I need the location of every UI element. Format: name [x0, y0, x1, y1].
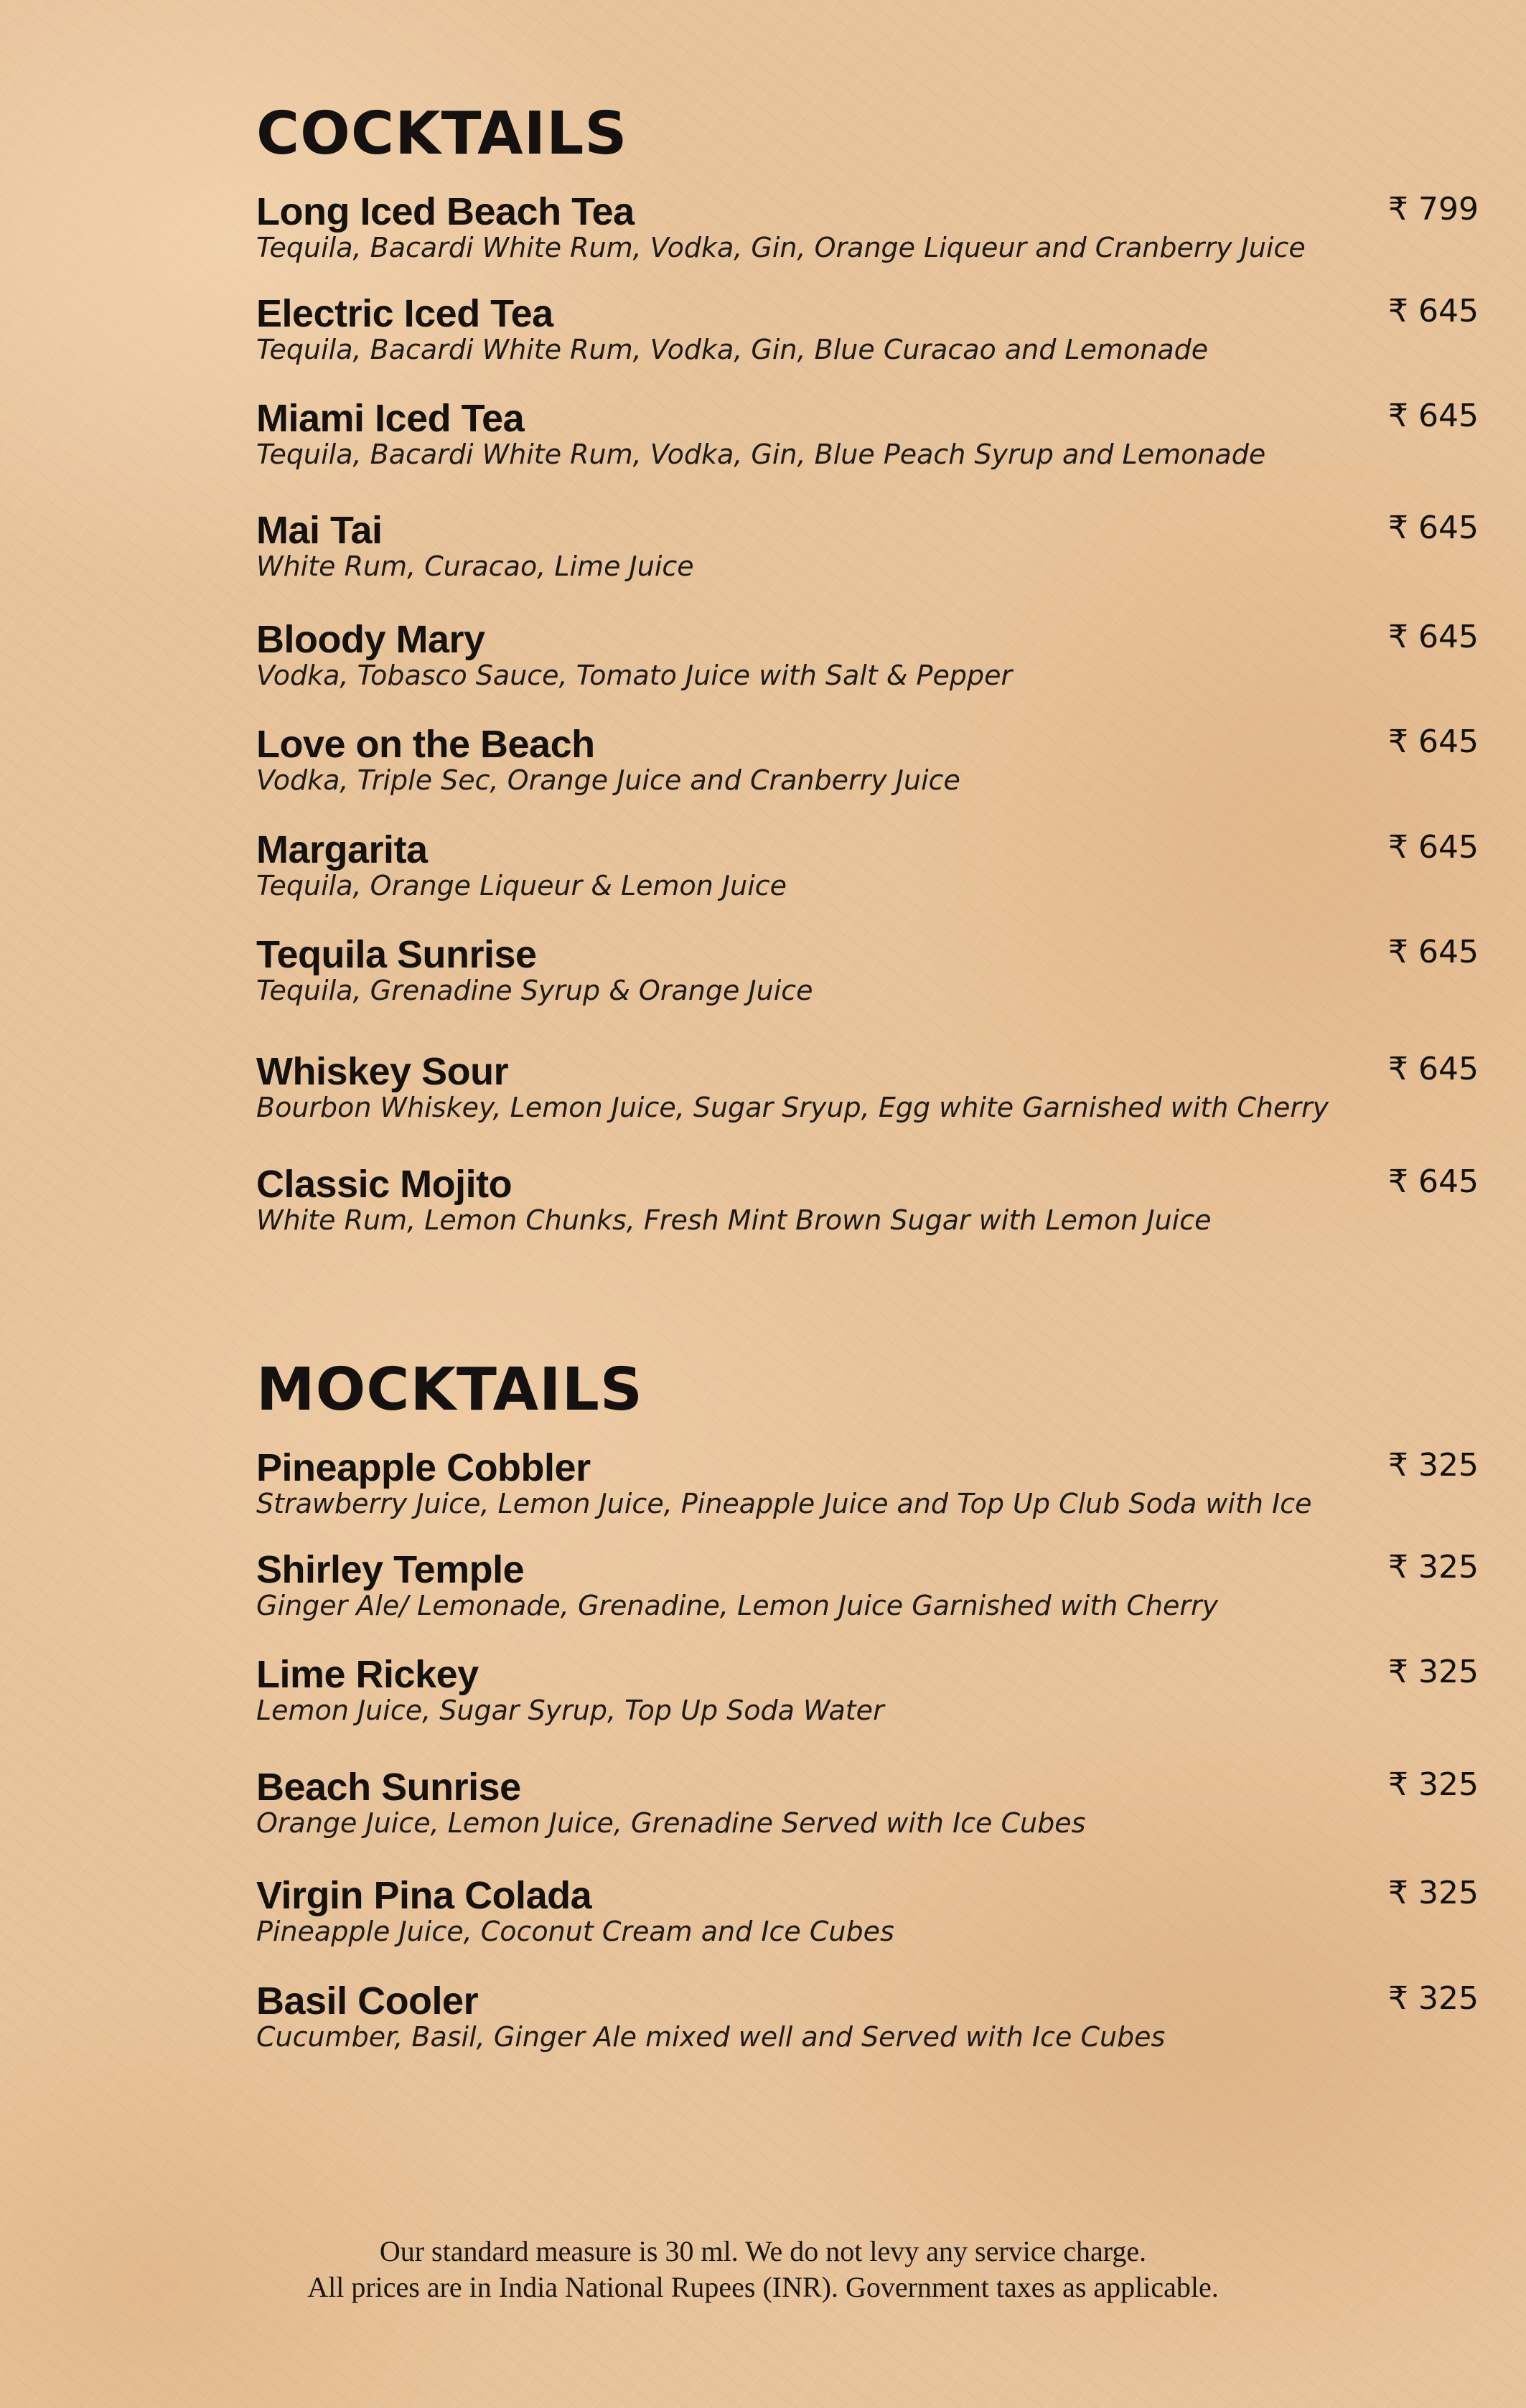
menu-item-love-on-the-beach [256, 725, 1479, 804]
item-price: ₹ 325 [1388, 1447, 1479, 1484]
item-name: Long Iced Beach Tea [256, 190, 635, 233]
menu-content [256, 0, 1479, 2408]
item-description: Vodka, Tobasco Sauce, Tomato Juice with Salt & Pepper [256, 660, 1013, 691]
item-name: Lime Rickey [256, 1653, 479, 1696]
menu-item-whiskey-sour [256, 1052, 1479, 1131]
item-price: ₹ 325 [1388, 1875, 1479, 1911]
item-description: Lemon Juice, Sugar Syrup, Top Up Soda Water [256, 1695, 884, 1726]
footer-line-prices: All prices are in India National Rupees (INR). Government taxes as applicable. [307, 2271, 1219, 2303]
menu-item-mai-tai [256, 511, 1479, 590]
mocktails-heading: MOCKTAILS [256, 1356, 643, 1424]
item-description: White Rum, Lemon Chunks, Fresh Mint Brown Sugar with Lemon Juice [256, 1204, 1212, 1236]
item-description: Tequila, Bacardi White Rum, Vodka, Gin, Orange Liqueur and Cranberry Juice [256, 232, 1306, 263]
item-name: Margarita [256, 828, 428, 871]
item-description: Pineapple Juice, Coconut Cream and Ice Cubes [256, 1916, 894, 1947]
item-price: ₹ 645 [1388, 1163, 1479, 1200]
item-name: Beach Sunrise [256, 1766, 521, 1809]
menu-item-classic-mojito [256, 1165, 1479, 1244]
menu-item-miami-iced-tea [256, 399, 1479, 478]
item-price: ₹ 325 [1388, 1549, 1479, 1585]
item-description: Tequila, Orange Liqueur & Lemon Juice [256, 870, 787, 901]
item-price: ₹ 645 [1388, 829, 1479, 866]
item-name: Mai Tai [256, 509, 383, 552]
item-name: Classic Mojito [256, 1163, 512, 1206]
menu-item-beach-sunrise [256, 1768, 1479, 1847]
item-price: ₹ 645 [1388, 510, 1479, 546]
menu-item-electric-iced-tea [256, 294, 1479, 373]
item-price: ₹ 645 [1388, 934, 1479, 970]
item-description: White Rum, Curacao, Lime Juice [256, 551, 694, 582]
menu-item-margarita [256, 830, 1479, 909]
item-price: ₹ 325 [1388, 1766, 1479, 1803]
item-name: Electric Iced Tea [256, 292, 553, 335]
menu-item-long-iced-beach-tea [256, 192, 1479, 271]
item-price: ₹ 645 [1388, 398, 1479, 434]
item-name: Bloody Mary [256, 618, 485, 661]
cocktails-heading: COCKTAILS [256, 100, 628, 168]
item-name: Whiskey Sour [256, 1050, 509, 1093]
footer-line-measure: Our standard measure is 30 ml. We do not levy any service charge. [379, 2235, 1147, 2267]
menu-item-basil-cooler [256, 1982, 1479, 2061]
item-description: Bourbon Whiskey, Lemon Juice, Sugar Sryup, Egg white Garnished with Cherry [256, 1092, 1329, 1123]
item-description: Vodka, Triple Sec, Orange Juice and Cranberry Juice [256, 764, 960, 796]
item-description: Orange Juice, Lemon Juice, Grenadine Served with Ice Cubes [256, 1807, 1086, 1839]
item-price: ₹ 325 [1388, 1654, 1479, 1690]
item-description: Tequila, Grenadine Syrup & Orange Juice [256, 975, 813, 1006]
item-name: Virgin Pina Colada [256, 1874, 592, 1917]
item-price: ₹ 645 [1388, 723, 1479, 760]
item-price: ₹ 645 [1388, 293, 1479, 329]
menu-item-pineapple-cobbler [256, 1448, 1479, 1527]
item-description: Tequila, Bacardi White Rum, Vodka, Gin, Blue Peach Syrup and Lemonade [256, 439, 1266, 470]
item-description: Strawberry Juice, Lemon Juice, Pineapple Juice and Top Up Club Soda with Ice [256, 1488, 1312, 1519]
item-description: Cucumber, Basil, Ginger Ale mixed well and Served with Ice Cubes [256, 2021, 1166, 2053]
item-price: ₹ 645 [1388, 619, 1479, 655]
item-price: ₹ 645 [1388, 1051, 1479, 1087]
menu-item-bloody-mary [256, 620, 1479, 699]
item-name: Basil Cooler [256, 1980, 479, 2023]
item-description: Ginger Ale/ Lemonade, Grenadine, Lemon Juice Garnished with Cherry [256, 1590, 1219, 1621]
item-name: Miami Iced Tea [256, 397, 525, 440]
item-name: Pineapple Cobbler [256, 1446, 591, 1489]
item-price: ₹ 799 [1388, 191, 1479, 228]
item-price: ₹ 325 [1388, 1980, 1479, 2017]
menu-item-virgin-pina-colada [256, 1876, 1479, 1955]
menu-item-lime-rickey [256, 1655, 1479, 1734]
item-name: Tequila Sunrise [256, 933, 537, 976]
footer-note [0, 2234, 1526, 2305]
menu-item-shirley-temple [256, 1550, 1479, 1629]
menu-item-tequila-sunrise [256, 935, 1479, 1014]
item-name: Love on the Beach [256, 723, 595, 766]
item-description: Tequila, Bacardi White Rum, Vodka, Gin, Blue Curacao and Lemonade [256, 334, 1209, 365]
item-name: Shirley Temple [256, 1548, 525, 1591]
